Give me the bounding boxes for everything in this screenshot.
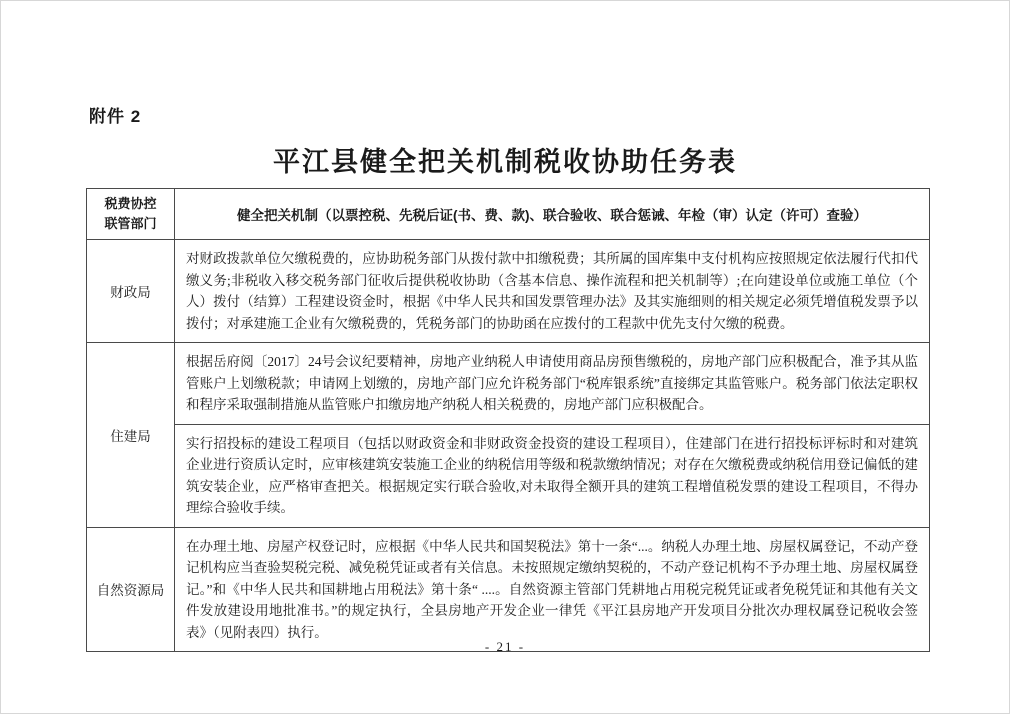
table-row <box>87 240 930 343</box>
header-department-line1: 税费协控 <box>104 196 157 211</box>
header-department-cell <box>87 189 175 240</box>
department-natural-resources-bureau: 自然资源局 <box>87 527 175 652</box>
task-text-finance: 对财政拨款单位欠缴税费的，应协助税务部门从拨付款中扣缴税费；其所属的国库集中支付机构应按照规定依法履行代扣代缴义务;非税收入移交税务部门征收后提供税收协助（含基本信息、操作流程和把关机制等）;在向建设单位或施工单位（个人）拨付（结算）工程建设资金时，根据《中华人民共和国发票管理办法》及其实施细则的相关规定必须凭增值税发票予以拨付；对承建施工企业有欠缴税费的，凭税务部门的协助函在应拨付的工程款中优先支付欠缴的税费。 <box>175 240 930 343</box>
header-department-line2: 联管部门 <box>104 216 157 231</box>
table-row <box>87 424 930 527</box>
department-finance-bureau: 财政局 <box>87 240 175 343</box>
header-mechanism-cell: 健全把关机制（以票控税、先税后证(书、费、款)、联合验收、联合惩诫、年检（审）认定（许可）查验） <box>175 189 930 240</box>
department-housing-bureau: 住建局 <box>87 343 175 528</box>
task-text-natural-resources: 在办理土地、房屋产权登记时，应根据《中华人民共和国契税法》第十一条“...。纳税人办理土地、房屋权属登记，不动产登记机构应当查验契税完税、减免税凭证或者有关信息。未按照规定缴纳契税的，不动产登记机构不予办理土地、房屋权属登记。”和《中华人民共和国耕地占用税法》第十条“ ....。自然资源主管部门凭耕地占用税完税凭证或者免税凭证和其他有关文件发放建设用地批准书。”的规定执行，全县房地产开发企业一律凭《平江县房地产开发项目分批次办理权属登记税收会签表》（见附表四）执行。 <box>175 527 930 652</box>
tax-assistance-table <box>86 188 930 652</box>
page-number: - 21 - <box>484 639 526 654</box>
task-text-housing-2: 实行招投标的建设工程项目（包括以财政资金和非财政资金投资的建设工程项目），住建部门在进行招投标评标时和对建筑企业进行资质认定时，应审核建筑安装施工企业的纳税信用等级和税款缴纳情况；对存在欠缴税费或纳税信用登记偏低的建筑安装企业，应严格审查把关。根据规定实行联合验收,对未取得全额开具的建筑工程增值税发票的建设工程项目，不得办理综合验收手续。 <box>175 424 930 527</box>
task-text-housing-1: 根据岳府阅〔2017〕24号会议纪要精神，房地产业纳税人申请使用商品房预售缴税的，房地产部门应积极配合，准予其从监管账户上划缴税款；申请网上划缴的，房地产部门应允许税务部门“税库银系统”直接绑定其监管账户。税务部门依法定职权和程序采取强制措施从监管账户扣缴房地产纳税人相关税费的，房地产部门应积极配合。 <box>175 343 930 425</box>
table-header-row <box>87 189 930 240</box>
table-row <box>87 527 930 652</box>
attachment-label: 附件 2 <box>89 107 142 126</box>
page-title: 平江县健全把关机制税收协助任务表 <box>273 147 737 177</box>
table-row <box>87 343 930 425</box>
